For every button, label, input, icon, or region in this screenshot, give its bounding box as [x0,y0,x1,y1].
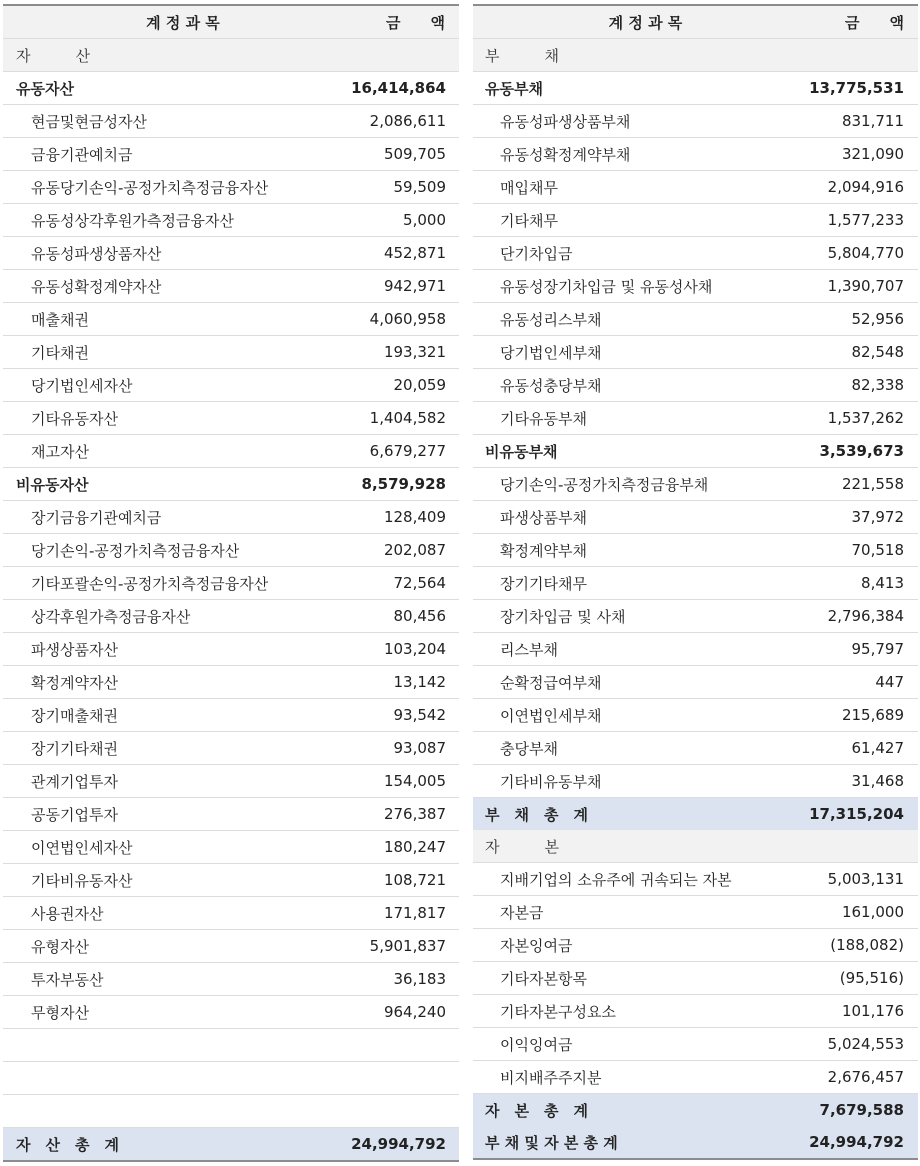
account-name: 자 본 [473,830,788,863]
amount-value: 93,087 [333,732,459,765]
account-name: 자 산 총 계 [3,1128,333,1162]
account-name: 지배기업의 소유주에 귀속되는 자본 [473,863,788,896]
account-name [3,1029,333,1062]
account-name: 재고자산 [3,435,333,468]
amount-value: 101,176 [788,995,918,1028]
sub-row [3,270,459,303]
sub-row [3,864,459,897]
account-name: 기타자본항목 [473,962,788,995]
sub-row [473,765,918,798]
account-name: 관계기업투자 [3,765,333,798]
account-name: 기타유동부채 [473,402,788,435]
account-name: 기타비유동부채 [473,765,788,798]
account-name: 기타포괄손익-공정가치측정금융자산 [3,567,333,600]
sub-row [3,699,459,732]
account-name: 부 채 및 자 본 총 계 [473,1126,788,1159]
section-row [3,39,459,72]
amount-value: 161,000 [788,896,918,929]
account-header: 계 정 과 목 [473,5,788,39]
sub-row [473,534,918,567]
amount-value: 321,090 [788,138,918,171]
section-row [473,830,918,863]
amount-value: 180,247 [333,831,459,864]
amount-value: 1,577,233 [788,204,918,237]
sub-row [3,996,459,1029]
sub-row [3,567,459,600]
sub-row [3,501,459,534]
amount-value: 72,564 [333,567,459,600]
sub-row [3,666,459,699]
amount-value: 154,005 [333,765,459,798]
blank-row [3,1062,459,1095]
account-name: 당기손익-공정가치측정금융부채 [473,468,788,501]
amount-value: 221,558 [788,468,918,501]
amount-value: 942,971 [333,270,459,303]
amount-value: 452,871 [333,237,459,270]
amount-value: 8,413 [788,567,918,600]
sub-row [3,303,459,336]
amount-header: 금 액 [788,5,918,39]
account-name: 비유동부채 [473,435,788,468]
sub-row [473,204,918,237]
account-name: 이익잉여금 [473,1028,788,1061]
account-name: 유형자산 [3,930,333,963]
total-row [473,798,918,831]
amount-value: 103,204 [333,633,459,666]
amount-value: 31,468 [788,765,918,798]
assets-table [3,4,459,1162]
amount-value: 2,676,457 [788,1061,918,1094]
account-name: 유동부채 [473,72,788,105]
account-name: 비유동자산 [3,468,333,501]
liabilities-body [473,39,918,1160]
amount-value: 5,804,770 [788,237,918,270]
sub-row [3,798,459,831]
amount-value [788,830,918,863]
account-name: 이연법인세부채 [473,699,788,732]
amount-value [333,1095,459,1128]
sub-row [473,863,918,896]
section-row [473,39,918,72]
account-name: 기타채무 [473,204,788,237]
sub-row [473,633,918,666]
account-name: 장기매출채권 [3,699,333,732]
account-name: 유동성상각후원가측정금융자산 [3,204,333,237]
account-name: 비지배주주지분 [473,1061,788,1094]
amount-value: 82,338 [788,369,918,402]
sub-row [473,138,918,171]
sub-row [473,962,918,995]
amount-value: 193,321 [333,336,459,369]
amount-value: 24,994,792 [788,1126,918,1159]
sub-row [3,369,459,402]
account-name: 금융기관예치금 [3,138,333,171]
sub-row [473,501,918,534]
account-name: 유동성파생상품자산 [3,237,333,270]
sub-row [473,732,918,765]
sub-row [3,138,459,171]
account-name: 리스부채 [473,633,788,666]
account-name: 매입채무 [473,171,788,204]
assets-header-row [3,5,459,39]
account-name: 파생상품자산 [3,633,333,666]
account-name: 당기법인세자산 [3,369,333,402]
account-name: 현금및현금성자산 [3,105,333,138]
amount-value: 5,003,131 [788,863,918,896]
account-name: 자 산 [3,39,333,72]
account-name: 유동성파생상품부채 [473,105,788,138]
sub-row [473,666,918,699]
sub-row [3,105,459,138]
account-name: 자본잉여금 [473,929,788,962]
account-name: 장기기타채권 [3,732,333,765]
account-name: 기타채권 [3,336,333,369]
account-name [3,1095,333,1128]
account-name [3,1062,333,1095]
sub-row [473,369,918,402]
amount-value: 6,679,277 [333,435,459,468]
account-name: 단기차입금 [473,237,788,270]
sub-row [473,402,918,435]
sub-row [3,765,459,798]
amount-value: 80,456 [333,600,459,633]
amount-value: 20,059 [333,369,459,402]
total-row [473,1126,918,1159]
account-name: 확정계약부채 [473,534,788,567]
account-name: 장기차입금 및 사채 [473,600,788,633]
sub-row [473,929,918,962]
account-name: 유동성충당부채 [473,369,788,402]
account-name: 파생상품부채 [473,501,788,534]
account-name: 이연법인세자산 [3,831,333,864]
account-name: 기타자본구성요소 [473,995,788,1028]
sub-row [473,468,918,501]
sub-row [3,633,459,666]
account-name: 상각후원가측정금융자산 [3,600,333,633]
sub-row [473,995,918,1028]
major-row [3,72,459,105]
amount-value: 2,796,384 [788,600,918,633]
sub-row [473,1061,918,1094]
major-row [473,72,918,105]
amount-value: 82,548 [788,336,918,369]
total-row [3,1128,459,1162]
major-row [473,435,918,468]
sub-row [3,897,459,930]
account-name: 기타유동자산 [3,402,333,435]
sub-row [473,105,918,138]
sub-row [473,270,918,303]
account-name: 순확정급여부채 [473,666,788,699]
amount-value: 16,414,864 [333,72,459,105]
liabilities-equity-table [473,4,918,1160]
account-name: 유동성확정계약자산 [3,270,333,303]
sub-row [3,171,459,204]
sub-row [3,930,459,963]
amount-value: 1,390,707 [788,270,918,303]
sub-row [3,204,459,237]
amount-value: 5,024,553 [788,1028,918,1061]
amount-value: 171,817 [333,897,459,930]
account-header: 계 정 과 목 [3,5,333,39]
account-name: 투자부동산 [3,963,333,996]
sub-row [3,732,459,765]
sub-row [3,237,459,270]
account-name: 유동당기손익-공정가치측정금융자산 [3,171,333,204]
account-name: 기타비유동자산 [3,864,333,897]
amount-value: 5,000 [333,204,459,237]
account-name: 공동기업투자 [3,798,333,831]
sub-row [473,1028,918,1061]
amount-value: (95,516) [788,962,918,995]
amount-value: 61,427 [788,732,918,765]
amount-value [333,39,459,72]
sub-row [473,567,918,600]
amount-header: 금 액 [333,5,459,39]
account-name: 부 채 [473,39,788,72]
amount-value: 24,994,792 [333,1128,459,1162]
amount-value: 70,518 [788,534,918,567]
amount-value: 36,183 [333,963,459,996]
account-name: 확정계약자산 [3,666,333,699]
account-name: 유동성확정계약부채 [473,138,788,171]
account-name: 자 본 총 계 [473,1094,788,1127]
amount-value: 447 [788,666,918,699]
account-name: 유동자산 [3,72,333,105]
amount-value [333,1062,459,1095]
sub-row [473,237,918,270]
amount-value: (188,082) [788,929,918,962]
account-name: 매출채권 [3,303,333,336]
liabilities-header-row [473,5,918,39]
blank-row [3,1095,459,1128]
account-name: 사용권자산 [3,897,333,930]
account-name: 당기법인세부채 [473,336,788,369]
amount-value: 215,689 [788,699,918,732]
amount-value: 2,094,916 [788,171,918,204]
amount-value: 276,387 [333,798,459,831]
blank-row [3,1029,459,1062]
amount-value: 509,705 [333,138,459,171]
sub-row [3,534,459,567]
sub-row [473,336,918,369]
amount-value: 52,956 [788,303,918,336]
account-name: 부 채 총 계 [473,798,788,831]
amount-value: 964,240 [333,996,459,1029]
amount-value: 202,087 [333,534,459,567]
account-name: 유동성리스부채 [473,303,788,336]
sub-row [3,600,459,633]
amount-value: 108,721 [333,864,459,897]
amount-value: 95,797 [788,633,918,666]
amount-value: 831,711 [788,105,918,138]
account-name: 충당부채 [473,732,788,765]
amount-value: 8,579,928 [333,468,459,501]
amount-value: 1,537,262 [788,402,918,435]
amount-value: 13,775,531 [788,72,918,105]
major-row [3,468,459,501]
amount-value: 13,142 [333,666,459,699]
account-name: 유동성장기차입금 및 유동성사채 [473,270,788,303]
total-row [473,1094,918,1127]
account-name: 당기손익-공정가치측정금융자산 [3,534,333,567]
sub-row [473,896,918,929]
account-name: 장기금융기관예치금 [3,501,333,534]
sub-row [473,699,918,732]
amount-value: 128,409 [333,501,459,534]
amount-value: 1,404,582 [333,402,459,435]
account-name: 무형자산 [3,996,333,1029]
sub-row [3,831,459,864]
sub-row [3,963,459,996]
sub-row [3,435,459,468]
amount-value: 5,901,837 [333,930,459,963]
account-name: 장기기타채무 [473,567,788,600]
amount-value: 59,509 [333,171,459,204]
amount-value: 3,539,673 [788,435,918,468]
sub-row [3,402,459,435]
sub-row [473,303,918,336]
amount-value: 4,060,958 [333,303,459,336]
amount-value: 7,679,588 [788,1094,918,1127]
account-name: 자본금 [473,896,788,929]
amount-value: 2,086,611 [333,105,459,138]
amount-value: 93,542 [333,699,459,732]
sub-row [473,171,918,204]
amount-value: 37,972 [788,501,918,534]
amount-value: 17,315,204 [788,798,918,831]
amount-value [788,39,918,72]
amount-value [333,1029,459,1062]
sub-row [473,600,918,633]
assets-body [3,39,459,1162]
sub-row [3,336,459,369]
